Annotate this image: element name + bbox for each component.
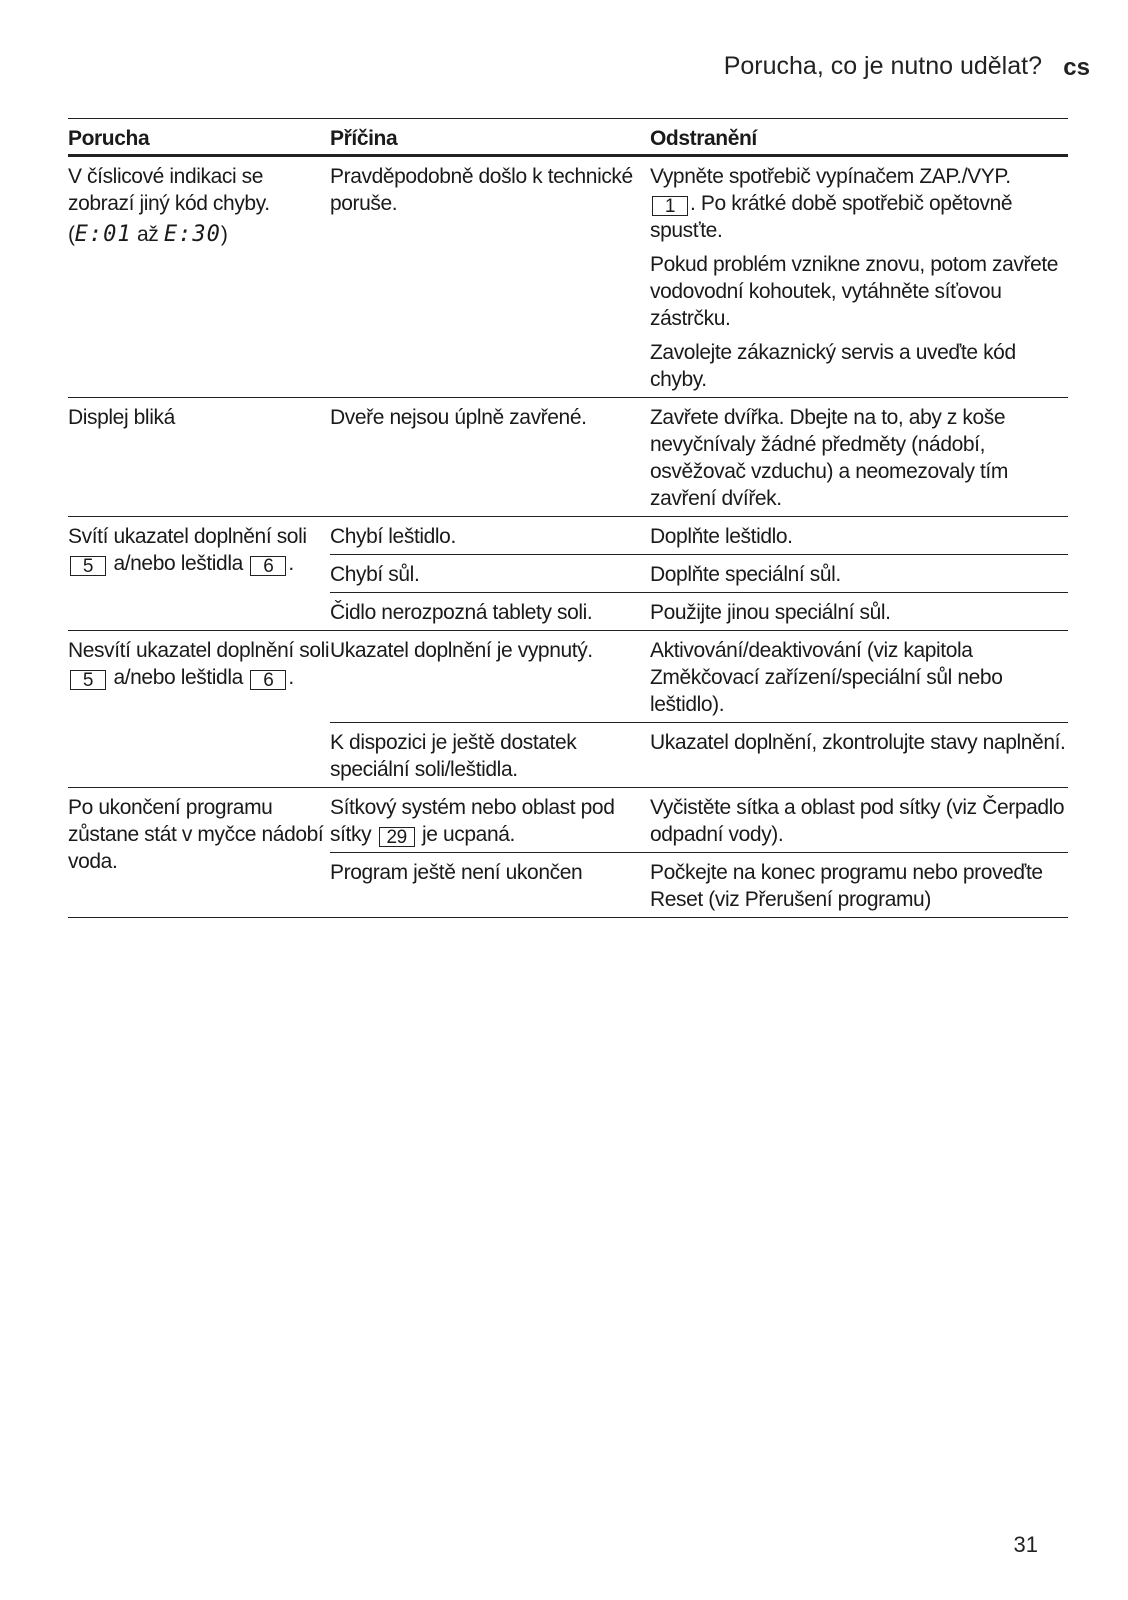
error-code-to: E:30 — [163, 222, 221, 247]
sub-row — [330, 788, 1068, 852]
table-row — [68, 631, 1068, 788]
table-row — [68, 398, 1068, 517]
cause-text: Sítkový systém nebo oblast pod sítky — [330, 796, 615, 846]
fault-text: . — [288, 666, 294, 689]
fault-cell — [68, 517, 330, 630]
cause-remedy-group — [330, 788, 1068, 917]
cause-cell: Dveře nejsou úplně zavřené. — [330, 406, 587, 429]
sub-row — [330, 852, 1068, 917]
sub-row — [330, 722, 1068, 787]
table-row — [68, 788, 1068, 918]
remedy-cell: Ukazatel doplnění, zkontrolujte stavy naplnění. — [650, 731, 1066, 754]
fault-cell: Displej bliká — [68, 406, 175, 429]
sub-row — [330, 554, 1068, 592]
header-cause: Příčina — [330, 127, 398, 150]
sub-row — [330, 517, 1068, 554]
error-code-from: E:01 — [74, 222, 132, 247]
fault-text: Nesvítí ukazatel doplnění soli — [68, 639, 330, 662]
header-fault: Porucha — [68, 127, 150, 150]
rinse-aid-indicator-ref-box: 6 — [250, 556, 286, 576]
remedy-cell: Počkejte na konec programu nebo proveďte Reset (viz Přerušení programu) — [650, 861, 1043, 911]
remedy-cell: Aktivování/deaktivování (viz kapitola Změkčovací zařízení/speciální sůl nebo leštidlo). — [650, 639, 1003, 716]
language-code: cs — [1063, 54, 1090, 81]
remedy-cell: Zavřete dvířka. Dbejte na to, aby z koše nevyčnívaly žádné předměty (nádobí, osvěžovač vzduchu) a neomezovaly tím zavření dvířek. — [650, 406, 1008, 510]
remedy-text-part: . Po krátké době spotřebič opětovně spusťte. — [650, 192, 1013, 242]
table-row — [68, 517, 1068, 631]
sub-row — [330, 592, 1068, 630]
cause-cell: Ukazatel doplnění je vypnutý. — [330, 639, 593, 662]
fault-text: . — [288, 552, 294, 575]
cause-cell: Pravděpodobně došlo k technické poruše. — [330, 165, 633, 215]
fault-text: Svítí ukazatel doplnění soli — [68, 525, 307, 548]
header-remedy: Odstranění — [650, 127, 757, 150]
filter-ref-box: 29 — [379, 827, 415, 847]
remedy-text: Pokud problém vznikne znovu, potom zavřete vodovodní kohoutek, vytáhněte síťovou zástrčku. — [650, 253, 1059, 330]
onoff-switch-ref-box: 1 — [652, 196, 688, 216]
remedy-text — [650, 163, 1068, 244]
salt-indicator-ref-box: 5 — [70, 670, 106, 690]
cause-cell — [330, 788, 650, 852]
remedy-cell: Doplňte speciální sůl. — [650, 563, 841, 586]
cause-remedy-group — [330, 631, 1068, 787]
error-code-to-word: až — [137, 223, 159, 246]
error-code-range: (E:01 až E:30) — [68, 222, 228, 247]
page-number: 31 — [1013, 1532, 1038, 1557]
fault-text: a/nebo leštidla — [113, 552, 243, 575]
remedy-cell — [650, 157, 1068, 397]
salt-indicator-ref-box: 5 — [70, 556, 106, 576]
table-row — [68, 157, 1068, 398]
remedy-cell: Vyčistěte sítka a oblast pod sítky (viz Čerpadlo odpadní vody). — [650, 796, 1065, 846]
cause-remedy-group — [330, 517, 1068, 630]
cause-cell: Chybí leštidlo. — [330, 525, 456, 548]
sub-row — [330, 631, 1068, 722]
cause-cell: Čidlo nerozpozná tablety soli. — [330, 601, 593, 624]
troubleshooting-table — [68, 118, 1068, 918]
remedy-cell: Použijte jinou speciální sůl. — [650, 601, 891, 624]
fault-cell — [68, 631, 330, 787]
cause-cell: Chybí sůl. — [330, 563, 420, 586]
rinse-aid-indicator-ref-box: 6 — [250, 670, 286, 690]
remedy-text-part: Vypněte spotřebič vypínačem ZAP./VYP. — [650, 165, 1011, 188]
table-header-row — [68, 118, 1068, 157]
fault-cell — [68, 157, 330, 397]
cause-cell: Program ještě není ukončen — [330, 861, 583, 884]
remedy-cell: Doplňte leštidlo. — [650, 525, 793, 548]
cause-cell: K dispozici je ještě dostatek speciální soli/leštidla. — [330, 731, 577, 781]
fault-text: a/nebo leštidla — [113, 666, 243, 689]
fault-cell: Po ukončení programu zůstane stát v myčce nádobí voda. — [68, 796, 324, 873]
remedy-text: Zavolejte zákaznický servis a uveďte kód chyby. — [650, 341, 1016, 391]
cause-text: je ucpaná. — [422, 823, 515, 846]
fault-text: V číslicové indikaci se zobrazí jiný kód chyby. — [68, 165, 270, 215]
page-header-title: Porucha, co je nutno udělat? — [723, 52, 1042, 80]
